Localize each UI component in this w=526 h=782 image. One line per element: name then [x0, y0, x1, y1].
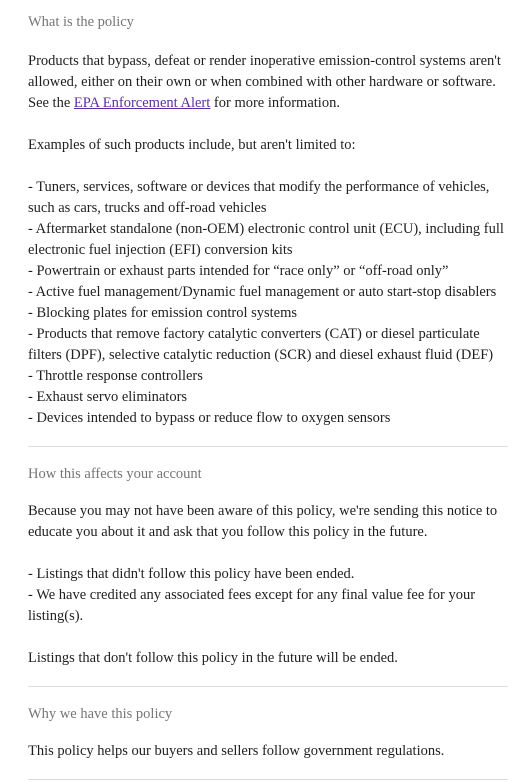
section-heading: What is the policy [28, 14, 134, 30]
policy-description-suffix: for more information. [210, 95, 340, 111]
list-item: - Aftermarket standalone (non-OEM) electronic control unit (ECU), including full electronic fuel injection (EFI) conversion kits [28, 221, 504, 258]
list-item: - Exhaust servo eliminators [28, 389, 188, 405]
section-heading: Why we have this policy [28, 706, 173, 722]
list-item: - Throttle response controllers [28, 368, 203, 384]
list-item: - Tuners, services, software or devices that modify the performance of vehicles, such as cars, trucks and off-road vehicles [28, 179, 490, 216]
section-how-this-affects-account [28, 447, 508, 687]
examples-intro: Examples of such products include, but aren't limited to: [28, 137, 356, 153]
section-heading: How this affects your account [28, 466, 202, 482]
affects-list [28, 564, 508, 627]
epa-enforcement-alert-link[interactable]: EPA Enforcement Alert [73, 95, 211, 111]
list-item: - We have credited any associated fees except for any final value fee for your listing(s). [28, 587, 476, 624]
section-what-is-the-policy [28, 0, 508, 447]
why-body: This policy helps our buyers and sellers follow government regulations. [28, 743, 445, 759]
list-item: - Devices intended to bypass or reduce flow to oxygen sensors [28, 410, 391, 426]
affects-closing: Listings that don't follow this policy in the future will be ended. [28, 650, 398, 666]
section-why-we-have-policy [28, 687, 508, 780]
policy-description [28, 51, 508, 114]
list-item: - Products that remove factory catalytic converters (CAT) or diesel particulate filters (DPF), selective catalytic reduction (SCR) and diesel exhaust fluid (DEF) [28, 326, 494, 363]
list-item: - Active fuel management/Dynamic fuel management or auto start-stop disablers [28, 284, 497, 300]
policy-description-text: Products that bypass, defeat or render inoperative emission-control systems aren't allowed, either on their own or when combined with other hardware or software. See the [28, 53, 501, 111]
examples-list [28, 177, 508, 429]
affects-intro: Because you may not have been aware of this policy, we're sending this notice to educate you about it and ask that you follow this policy in the future. [28, 503, 498, 540]
list-item: - Powertrain or exhaust parts intended for “race only” or “off-road only” [28, 263, 449, 279]
list-item: - Blocking plates for emission control systems [28, 305, 298, 321]
list-item: - Listings that didn't follow this policy have been ended. [28, 566, 355, 582]
